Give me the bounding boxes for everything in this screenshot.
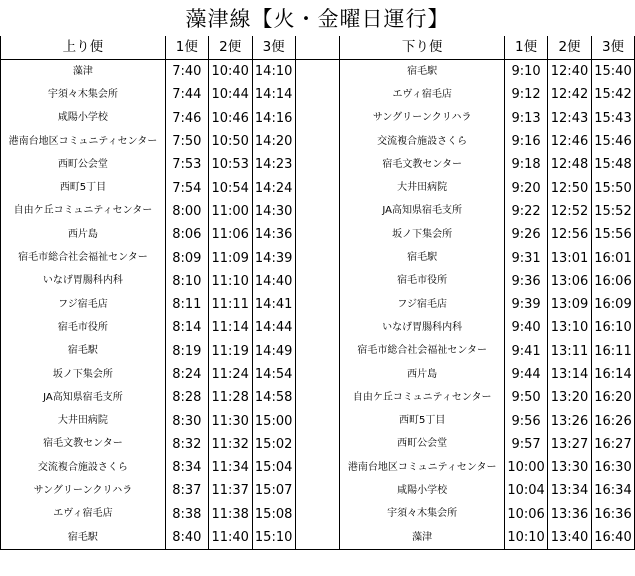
table-row [1, 409, 635, 432]
outbound-time-trip-1: 9:10 [505, 60, 548, 84]
inbound-time-trip-3: 15:08 [254, 506, 293, 522]
inbound-stop-name: 宿毛文教センター [1, 433, 166, 456]
outbound-time-trip-1: 10:06 [505, 503, 548, 526]
outbound-time-trip-3: 16:20 [591, 386, 634, 409]
inbound-time-trip-2: 11:32 [208, 433, 252, 456]
column-gap [295, 130, 340, 153]
inbound-time-trip-2: 10:53 [208, 153, 252, 176]
inbound-stop-name: 宿毛駅 [1, 340, 166, 363]
inbound-stop-name: 宿毛駅 [1, 526, 166, 550]
table-row [1, 293, 635, 316]
outbound-time-trip-2: 12:46 [548, 130, 592, 153]
outbound-time-trip-3: 15:42 [591, 83, 634, 106]
inbound-time-trip-1: 8:19 [165, 340, 208, 363]
outbound-time-trip-3: 15:40 [591, 60, 634, 84]
column-gap [295, 223, 340, 246]
column-gap [295, 386, 340, 409]
outbound-time-trip-3: 15:46 [591, 130, 634, 153]
table-row [1, 526, 635, 550]
inbound-time-trip-3: 14:44 [254, 320, 293, 336]
inbound-stop-name: 宇須々木集会所 [1, 83, 166, 106]
inbound-time-trip-1: 8:38 [165, 503, 208, 526]
inbound-stop-name: いなげ胃腸科内科 [1, 270, 166, 293]
inbound-stop-name: 大井田病院 [1, 409, 166, 432]
outbound-time-trip-1: 10:10 [505, 526, 548, 550]
outbound-time-trip-2: 13:26 [548, 409, 592, 432]
inbound-time-trip-2: 11:19 [208, 340, 252, 363]
inbound-time-trip-2: 11:10 [208, 270, 252, 293]
inbound-time-trip-3: 14:16 [254, 110, 293, 126]
table-row [1, 363, 635, 386]
outbound-stop-name: 西町5丁目 [340, 409, 505, 432]
outbound-time-trip-3: 16:14 [591, 363, 634, 386]
outbound-time-trip-3: 16:30 [591, 456, 634, 479]
inbound-stop-name: 西町5丁目 [1, 176, 166, 199]
outbound-time-trip-1: 9:13 [505, 107, 548, 130]
inbound-time-trip-1: 8:28 [165, 386, 208, 409]
outbound-stop-name: 港南台地区コミュニティセンター [340, 456, 505, 479]
outbound-time-trip-2: 12:48 [548, 153, 592, 176]
inbound-time-trip-2: 11:30 [208, 409, 252, 432]
outbound-stop-name: 交流複合施設さくら [340, 130, 505, 153]
inbound-stop-name: JA高知県宿毛支所 [1, 386, 166, 409]
table-row [1, 223, 635, 246]
inbound-time-trip-2: 11:06 [208, 223, 252, 246]
outbound-time-trip-3: 16:09 [591, 293, 634, 316]
outbound-stop-name: 大井田病院 [340, 176, 505, 199]
table-row [1, 456, 635, 479]
outbound-time-trip-2: 13:36 [548, 503, 592, 526]
outbound-stop-name: 自由ケ丘コミュニティセンター [340, 386, 505, 409]
inbound-time-trip-2: 11:00 [208, 200, 252, 223]
inbound-time-trip-2: 11:37 [208, 479, 252, 502]
outbound-time-trip-2: 12:42 [548, 83, 592, 106]
inbound-time-trip-3: 14:41 [254, 297, 293, 313]
inbound-stop-name: エヴィ宿毛店 [1, 503, 166, 526]
inbound-time-trip-1: 8:40 [165, 526, 208, 550]
outbound-time-trip-2: 12:56 [548, 223, 592, 246]
outbound-time-trip-1: 9:20 [505, 176, 548, 199]
table-row [1, 246, 635, 269]
column-gap [295, 83, 340, 106]
outbound-time-trip-1: 9:31 [505, 246, 548, 269]
outbound-stop-name: 坂ノ下集会所 [340, 223, 505, 246]
table-row [1, 130, 635, 153]
outbound-time-trip-1: 9:57 [505, 433, 548, 456]
outbound-stop-name: 宇須々木集会所 [340, 503, 505, 526]
column-gap [295, 270, 340, 293]
outbound-stop-name: フジ宿毛店 [340, 293, 505, 316]
inbound-header-trip-3: 3便 [252, 36, 295, 60]
inbound-time-trip-1: 8:32 [165, 433, 208, 456]
inbound-time-trip-3: 14:39 [254, 250, 293, 266]
outbound-time-trip-1: 9:18 [505, 153, 548, 176]
header-row [1, 36, 635, 60]
outbound-time-trip-2: 13:14 [548, 363, 592, 386]
outbound-stop-name: 宿毛市役所 [340, 270, 505, 293]
outbound-header-trip-3: 3便 [591, 36, 634, 60]
outbound-time-trip-2: 12:40 [548, 60, 592, 84]
outbound-time-trip-1: 9:36 [505, 270, 548, 293]
outbound-stop-name: いなげ胃腸科内科 [340, 316, 505, 339]
outbound-time-trip-2: 13:01 [548, 246, 592, 269]
column-gap [295, 107, 340, 130]
column-gap [295, 409, 340, 432]
table-row [1, 270, 635, 293]
column-gap [295, 526, 340, 550]
inbound-time-trip-3: 14:36 [254, 227, 293, 243]
outbound-stop-name: 宿毛駅 [340, 246, 505, 269]
column-gap [295, 293, 340, 316]
outbound-time-trip-3: 15:50 [591, 176, 634, 199]
outbound-time-trip-2: 13:10 [548, 316, 592, 339]
outbound-time-trip-1: 9:26 [505, 223, 548, 246]
outbound-time-trip-1: 9:12 [505, 83, 548, 106]
outbound-time-trip-1: 10:00 [505, 456, 548, 479]
outbound-stop-name: 咸陽小学校 [340, 479, 505, 502]
inbound-time-trip-3: 14:30 [254, 203, 293, 219]
inbound-time-trip-3: 14:58 [254, 390, 293, 406]
inbound-stop-name: 交流複合施設さくら [1, 456, 166, 479]
inbound-time-trip-3: 15:02 [254, 436, 293, 452]
outbound-time-trip-2: 12:43 [548, 107, 592, 130]
inbound-header-trip-2: 2便 [208, 36, 252, 60]
inbound-header-stop: 上り便 [1, 36, 166, 60]
inbound-time-trip-1: 7:50 [165, 130, 208, 153]
outbound-stop-name: 藻津 [340, 526, 505, 550]
outbound-time-trip-1: 9:22 [505, 200, 548, 223]
inbound-stop-name: 宿毛市総合社会福祉センター [1, 246, 166, 269]
outbound-time-trip-3: 16:10 [591, 316, 634, 339]
table-row [1, 60, 635, 84]
inbound-time-trip-3: 14:54 [254, 367, 293, 382]
inbound-time-trip-2: 11:40 [208, 526, 252, 550]
column-gap [295, 200, 340, 223]
inbound-time-trip-1: 7:40 [165, 60, 208, 84]
outbound-time-trip-2: 13:20 [548, 386, 592, 409]
table-row [1, 479, 635, 502]
inbound-stop-name: 西片島 [1, 223, 166, 246]
outbound-time-trip-1: 9:40 [505, 316, 548, 339]
outbound-time-trip-3: 15:48 [591, 153, 634, 176]
outbound-time-trip-2: 13:06 [548, 270, 592, 293]
outbound-time-trip-3: 16:27 [591, 433, 634, 456]
inbound-stop-name: 自由ケ丘コミュニティセンター [1, 200, 166, 223]
outbound-time-trip-1: 9:44 [505, 363, 548, 386]
inbound-time-trip-3: 14:20 [254, 134, 293, 150]
inbound-time-trip-1: 7:44 [165, 83, 208, 106]
table-row [1, 316, 635, 339]
outbound-header-trip-1: 1便 [505, 36, 548, 60]
inbound-time-trip-3: 14:40 [254, 273, 293, 289]
column-gap [295, 246, 340, 269]
outbound-time-trip-2: 13:34 [548, 479, 592, 502]
inbound-time-trip-2: 10:54 [208, 176, 252, 199]
column-gap [295, 456, 340, 479]
inbound-time-trip-3: 14:23 [254, 157, 293, 173]
inbound-stop-name: 藻津 [1, 60, 166, 84]
table-row [1, 176, 635, 199]
outbound-stop-name: 西片島 [340, 363, 505, 386]
column-gap [295, 363, 340, 386]
outbound-time-trip-2: 13:11 [548, 340, 592, 363]
outbound-stop-name: JA高知県宿毛支所 [340, 200, 505, 223]
table-row [1, 200, 635, 223]
inbound-stop-name: フジ宿毛店 [1, 293, 166, 316]
outbound-time-trip-2: 12:52 [548, 200, 592, 223]
inbound-time-trip-2: 10:40 [208, 60, 252, 84]
inbound-time-trip-1: 8:10 [165, 270, 208, 293]
inbound-time-trip-2: 11:14 [208, 316, 252, 339]
page-title: 藻津線【火・金曜日運行】 [185, 7, 450, 31]
outbound-time-trip-2: 13:09 [548, 293, 592, 316]
inbound-time-trip-1: 8:14 [165, 316, 208, 339]
table-row [1, 503, 635, 526]
inbound-time-trip-1: 8:00 [165, 200, 208, 223]
inbound-time-trip-2: 10:50 [208, 130, 252, 153]
column-gap [295, 60, 340, 84]
inbound-time-trip-2: 11:34 [208, 456, 252, 479]
inbound-stop-name: 港南台地区コミュニティセンター [1, 130, 166, 153]
outbound-time-trip-3: 16:34 [591, 479, 634, 502]
inbound-time-trip-1: 7:53 [165, 153, 208, 176]
column-gap [295, 340, 340, 363]
inbound-time-trip-2: 11:28 [208, 386, 252, 409]
outbound-stop-name: サングリーンクリハラ [340, 107, 505, 130]
inbound-time-trip-1: 7:46 [165, 107, 208, 130]
outbound-time-trip-1: 9:16 [505, 130, 548, 153]
column-gap [295, 36, 340, 60]
inbound-stop-name: 坂ノ下集会所 [1, 363, 166, 386]
outbound-time-trip-2: 12:50 [548, 176, 592, 199]
table-row [1, 433, 635, 456]
inbound-time-trip-3: 14:10 [254, 64, 293, 80]
outbound-time-trip-3: 16:26 [591, 409, 634, 432]
outbound-stop-name: 西町公会堂 [340, 433, 505, 456]
table-row [1, 83, 635, 106]
inbound-time-trip-2: 10:44 [208, 83, 252, 106]
inbound-time-trip-2: 11:11 [208, 293, 252, 316]
outbound-time-trip-1: 9:39 [505, 293, 548, 316]
outbound-time-trip-3: 15:56 [591, 223, 634, 246]
inbound-time-trip-1: 8:30 [165, 409, 208, 432]
inbound-time-trip-1: 8:24 [165, 363, 208, 386]
outbound-header-trip-2: 2便 [548, 36, 592, 60]
inbound-stop-name: サングリーンクリハラ [1, 479, 166, 502]
table-row [1, 386, 635, 409]
column-gap [295, 479, 340, 502]
timetable [0, 36, 635, 550]
inbound-time-trip-3: 15:00 [254, 413, 293, 429]
inbound-time-trip-3: 14:14 [254, 87, 293, 103]
outbound-time-trip-3: 15:43 [591, 107, 634, 130]
inbound-time-trip-3: 15:04 [254, 460, 293, 476]
inbound-time-trip-3: 14:49 [254, 343, 293, 359]
outbound-time-trip-3: 16:01 [591, 246, 634, 269]
inbound-time-trip-2: 10:46 [208, 107, 252, 130]
column-gap [295, 503, 340, 526]
inbound-time-trip-1: 8:09 [165, 246, 208, 269]
column-gap [295, 176, 340, 199]
inbound-stop-name: 咸陽小学校 [1, 107, 166, 130]
outbound-time-trip-3: 16:11 [591, 340, 634, 363]
inbound-time-trip-2: 11:24 [208, 363, 252, 386]
inbound-time-trip-1: 8:11 [165, 293, 208, 316]
outbound-stop-name: 宿毛駅 [340, 60, 505, 84]
inbound-time-trip-2: 11:38 [208, 503, 252, 526]
column-gap [295, 316, 340, 339]
outbound-time-trip-2: 13:30 [548, 456, 592, 479]
table-row [1, 107, 635, 130]
outbound-time-trip-1: 9:56 [505, 409, 548, 432]
outbound-time-trip-3: 16:06 [591, 270, 634, 293]
outbound-time-trip-1: 10:04 [505, 479, 548, 502]
outbound-time-trip-2: 13:27 [548, 433, 592, 456]
outbound-stop-name: 宿毛文教センター [340, 153, 505, 176]
inbound-time-trip-1: 8:06 [165, 223, 208, 246]
column-gap [295, 153, 340, 176]
outbound-time-trip-3: 16:36 [591, 503, 634, 526]
inbound-time-trip-3: 14:24 [254, 180, 293, 196]
inbound-time-trip-3: 15:07 [254, 483, 293, 499]
inbound-time-trip-3: 15:10 [252, 526, 295, 550]
column-gap [295, 433, 340, 456]
inbound-time-trip-1: 8:34 [165, 456, 208, 479]
outbound-time-trip-1: 9:41 [505, 340, 548, 363]
outbound-header-stop: 下り便 [340, 36, 505, 60]
inbound-time-trip-1: 7:54 [165, 176, 208, 199]
outbound-time-trip-2: 13:40 [548, 526, 592, 550]
table-row [1, 153, 635, 176]
outbound-time-trip-1: 9:50 [505, 386, 548, 409]
table-row [1, 340, 635, 363]
inbound-header-trip-1: 1便 [165, 36, 208, 60]
inbound-time-trip-1: 8:37 [165, 479, 208, 502]
inbound-time-trip-2: 11:09 [208, 246, 252, 269]
outbound-time-trip-3: 16:40 [591, 526, 634, 550]
outbound-time-trip-3: 15:52 [591, 200, 634, 223]
outbound-stop-name: エヴィ宿毛店 [340, 83, 505, 106]
inbound-stop-name: 西町公会堂 [1, 153, 166, 176]
inbound-stop-name: 宿毛市役所 [1, 316, 166, 339]
outbound-stop-name: 宿毛市総合社会福祉センター [340, 340, 505, 363]
